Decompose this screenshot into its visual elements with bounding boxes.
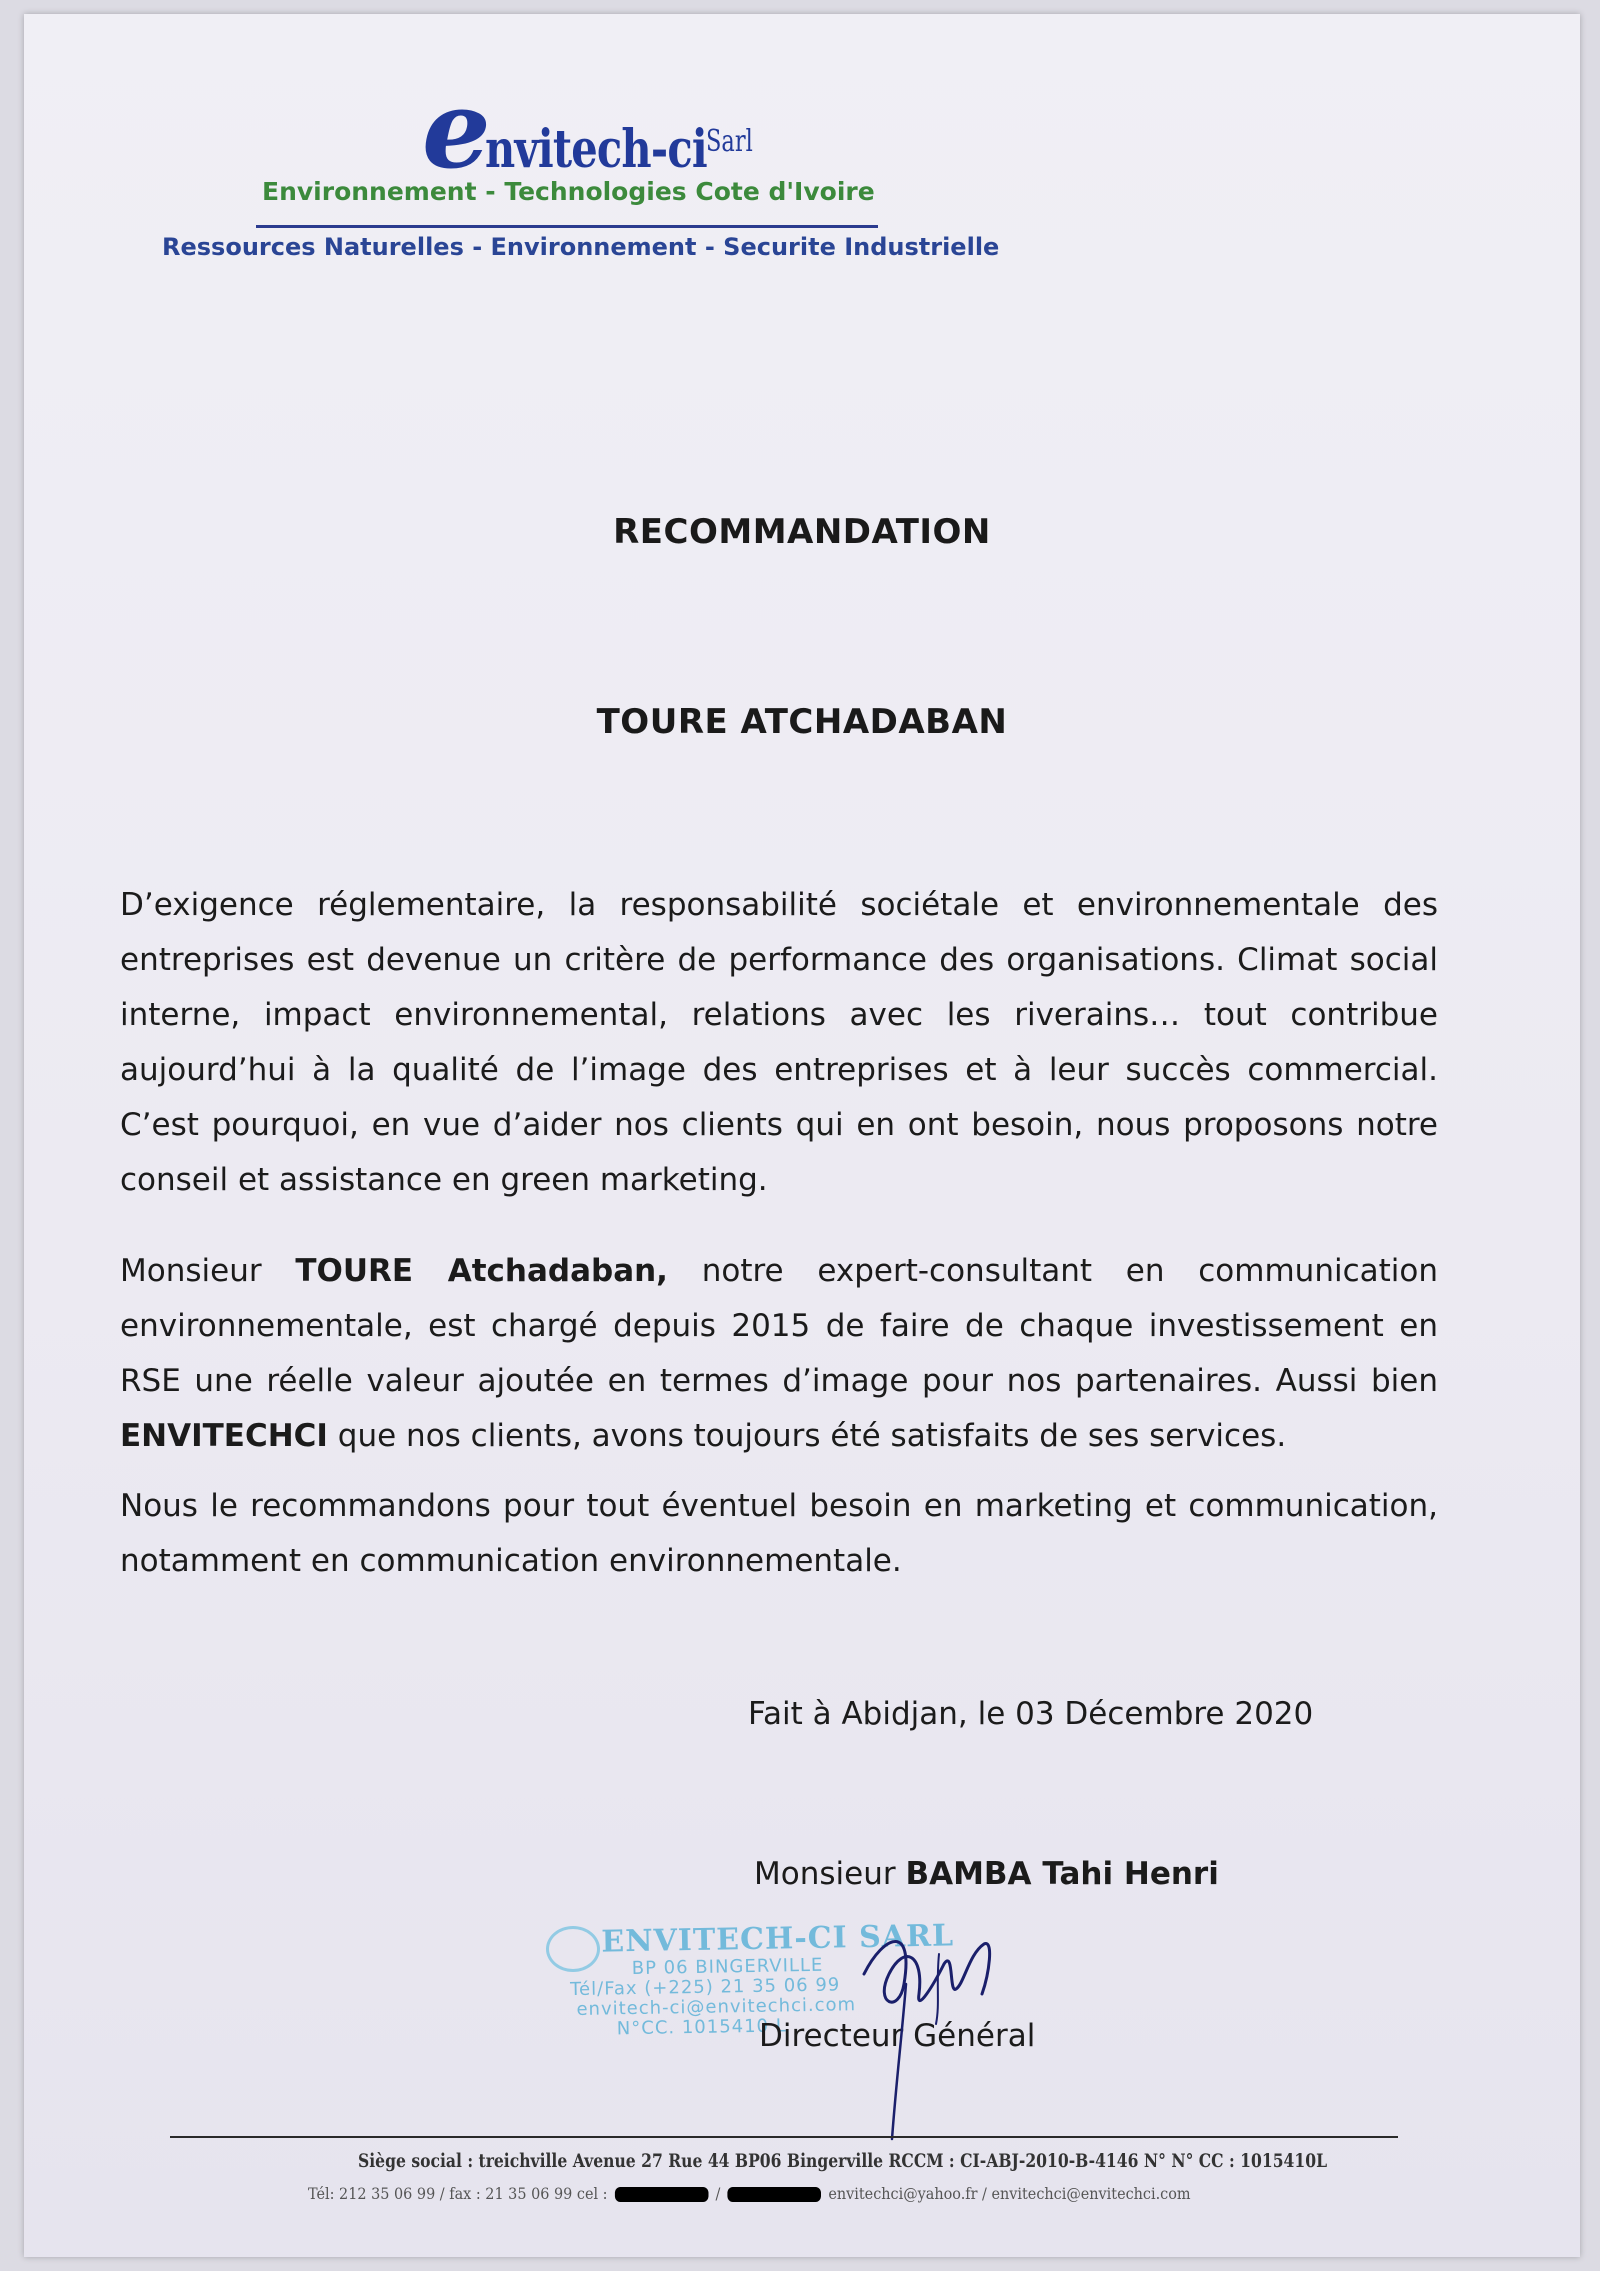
footer-address: Siège social : treichville Avenue 27 Rue 44 BP06 Bingerville RCCM : CI-ABJ-2010-B-4146 N° N° CC : 1015410L bbox=[358, 2150, 1328, 2172]
company-activities: Ressources Naturelles - Environnement - Securite Industrielle bbox=[162, 233, 1000, 261]
logo-wordmark: nvitech-ci bbox=[484, 119, 707, 180]
footer-contact-phones: Tél: 212 35 06 99 / fax : 21 35 06 99 cel : bbox=[308, 2184, 608, 2203]
p2-company: ENVITECHCI bbox=[120, 1418, 328, 1454]
signer-line bbox=[754, 1856, 1219, 1892]
signer-role: Directeur Général bbox=[759, 2018, 1036, 2054]
footer-divider bbox=[170, 2136, 1398, 2138]
letterhead-divider bbox=[256, 225, 878, 228]
signer-salutation: Monsieur bbox=[754, 1856, 906, 1892]
stamp-title: ENVITECH-CI SARL bbox=[601, 1918, 955, 1960]
paragraph-intro: D’exigence réglementaire, la responsabilité sociétale et environnementale des entreprises est devenue un critère de performance des organisations. Climat social interne, impact environnemental, relations avec les riverains… tout contribue aujourd’hui à la qualité de l’image des entreprises et à leur succès commercial. C’est pourquoi, en vue d’aider nos clients qui en ont besoin, nous proposons notre conseil et assistance en green marketing. bbox=[120, 887, 1438, 1198]
place-date: Fait à Abidjan, le 03 Décembre 2020 bbox=[748, 1696, 1314, 1732]
stamp-line-2: Tél/Fax (+225) 21 35 06 99 bbox=[569, 1974, 841, 2001]
footer-contact-separator: / bbox=[715, 2184, 721, 2203]
handwritten-signature bbox=[844, 1914, 1044, 2144]
subject-name: TOURE ATCHADABAN bbox=[596, 702, 1008, 742]
paragraph-recommendation: Nous le recommandons pour tout éventuel besoin en marketing et communication, notamment en communication environnementale. bbox=[120, 1488, 1438, 1579]
p2-name: TOURE Atchadaban, bbox=[295, 1253, 668, 1289]
footer-contact bbox=[308, 2184, 1191, 2206]
stamp-line-1: BP 06 BINGERVILLE bbox=[631, 1954, 824, 1980]
logo-initial: e bbox=[422, 67, 491, 193]
p2-post: que nos clients, avons toujours été satisfaits de ses services. bbox=[327, 1418, 1287, 1454]
stamp-line-4: N°CC. 1015410 L bbox=[616, 2015, 787, 2040]
p2-mid: notre expert-consultant en communication environnementale, est chargé depuis 2015 de faire de chaque investissement en RSE une réelle valeur ajoutée en termes d’image pour nos partenaires. Aussi bien bbox=[120, 1253, 1438, 1399]
redaction-bar bbox=[615, 2187, 709, 2202]
p2-pre: Monsieur bbox=[120, 1253, 296, 1289]
document-title: RECOMMANDATION bbox=[613, 512, 991, 552]
redaction-bar bbox=[728, 2187, 822, 2202]
signer-name: BAMBA Tahi Henri bbox=[905, 1856, 1219, 1892]
paragraph-consultant bbox=[120, 1244, 1438, 1464]
footer-contact-emails: envitechci@yahoo.fr / envitechci@envitechci.com bbox=[828, 2184, 1191, 2203]
company-tagline: Environnement - Technologies Cote d'Ivoire bbox=[262, 177, 875, 206]
stamp-line-3: envitech-ci@envitechci.com bbox=[576, 1994, 857, 2021]
document-page bbox=[24, 14, 1580, 2257]
legal-form: Sarl bbox=[706, 124, 753, 159]
